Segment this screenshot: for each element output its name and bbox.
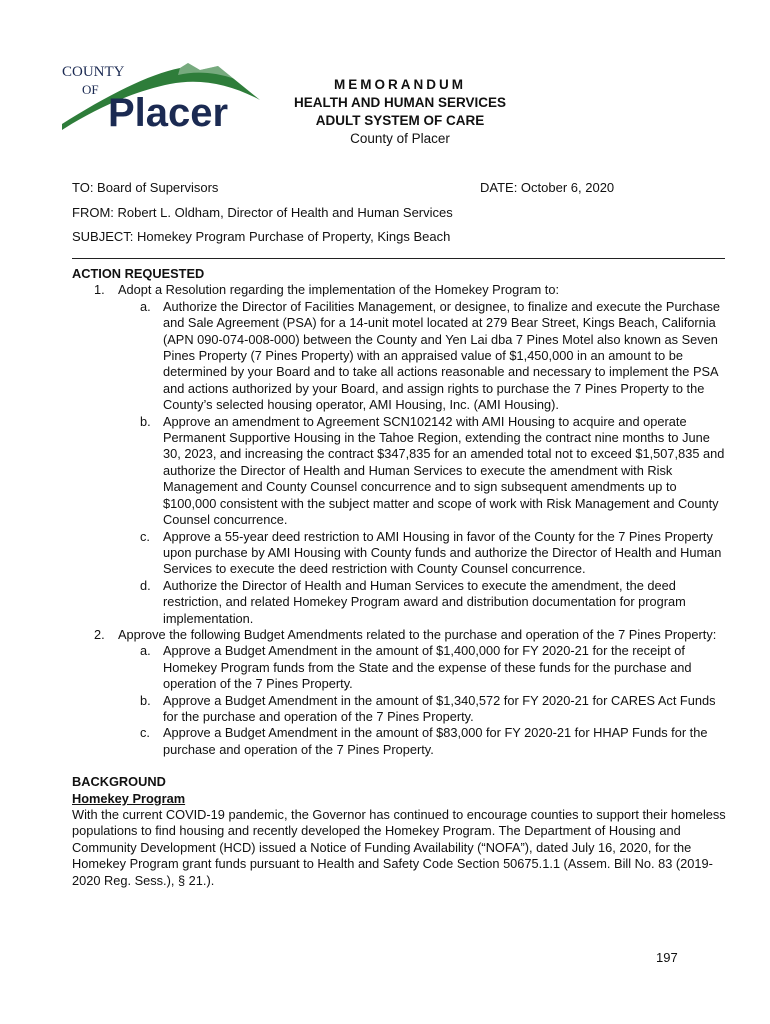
subitem-letter: d. xyxy=(140,577,151,593)
date-line: DATE: October 6, 2020 xyxy=(480,180,615,195)
memo-heading xyxy=(270,76,530,148)
homekey-subheading: Homekey Program xyxy=(72,790,186,806)
background-paragraph: With the current COVID-19 pandemic, the Governor has continued to encourage counties to support their homeless populations to find housing and recently developed the Homekey Program. The Department of Housing and Community Development (HCD) issued a Notice of Funding Availability (“NOFA”), dated July 16, 2020, for the Homekey Program grant funds pursuant to Health and Safety Code Section 50675.1.1 (Assem. Bill No. 83 (2019-2020 Reg. Sess.), § 21.). xyxy=(72,807,726,888)
action-subitem xyxy=(72,578,727,627)
subitem-letter: b. xyxy=(140,413,151,429)
action-subitem xyxy=(72,693,727,726)
subitem-text: Authorize the Director of Health and Human Services to execute the amendment, the deed restriction, and related Homekey Program award and distribution documentation for program implementation. xyxy=(163,577,686,626)
county-of-placer-logo xyxy=(60,60,265,140)
subitem-text: Approve a Budget Amendment in the amount of $1,400,000 for FY 2020-21 for the receipt of Homekey Program funds from the State and the expense of these funds for the purchase and operation of the 7 Pines Property. xyxy=(163,643,692,692)
action-item xyxy=(72,627,727,643)
subitem-letter: c. xyxy=(140,725,150,741)
subitem-text: Approve an amendment to Agreement SCN102142 with AMI Housing to acquire and operate Permanent Supportive Housing in the Tahoe Region, extending the contract nine months to June 30, 2023, and increasing the contract $347,835 for an amended total not to exceed $1,507,835 and authorize the Director of Health and Human Services to execute the amendment with Risk Management and County Counsel concurrence and to sign subsequent amendments up to $100,000 consistent with the subject matter and scope of work with Risk Management and County Counsel concurrence. xyxy=(163,413,725,528)
divider xyxy=(72,258,725,259)
from-line: FROM: Robert L. Oldham, Director of Health and Human Services xyxy=(72,205,453,220)
memo-title: MEMORANDUM xyxy=(334,77,466,92)
item-number: 1. xyxy=(94,282,105,298)
memo-department: HEALTH AND HUMAN SERVICES xyxy=(293,95,506,110)
subitem-letter: c. xyxy=(140,528,150,544)
subitem-letter: a. xyxy=(140,298,151,314)
action-subitem xyxy=(72,299,727,414)
subitem-text: Authorize the Director of Facilities Management, or designee, to finalize and execute the Purchase and Sale Agreement (PSA) for a 14-unit motel located at 279 Bear Street, Kings Beach, California (APN 090-074-008-000) between the County and Yen Lai dba 7 Pines Motel also known as Seven Pines Property (7 Pines Property) with an appraised value of $1,450,000 in an amount to be determined by your Board and to take all actions reasonable and necessary to implement the PSA and actions authorized by your Board, and assign rights to purchase the 7 Pines Property to the County’s selected housing operator, AMI Housing, Inc. (AMI Housing). xyxy=(163,298,720,413)
to-line: TO: Board of Supervisors xyxy=(72,180,219,195)
item-text: Approve the following Budget Amendments related to the purchase and operation of the 7 Pines Property: xyxy=(118,626,717,642)
background-heading: BACKGROUND xyxy=(72,774,166,790)
subject-line: SUBJECT: Homekey Program Purchase of Property, Kings Beach xyxy=(72,229,451,244)
subitem-text: Approve a 55-year deed restriction to AMI Housing in favor of the County for the 7 Pines Property upon purchase by AMI Housing with County funds and authorize the Director of Health and Human Services to execute the deed restriction with County Counsel concurrence. xyxy=(163,528,722,577)
action-subitem xyxy=(72,414,727,529)
subitem-text: Approve a Budget Amendment in the amount of $83,000 for FY 2020-21 for HHAP Funds for the purchase and operation of the 7 Pines Property. xyxy=(163,725,708,757)
logo-of-text: OF xyxy=(82,82,99,97)
action-subitem xyxy=(72,725,727,758)
page-number: 197 xyxy=(656,950,678,965)
subitem-text: Approve a Budget Amendment in the amount of $1,340,572 for FY 2020-21 for CARES Act Funds for the purchase and operation of the 7 Pines Property. xyxy=(163,692,716,724)
memo-county: County of Placer xyxy=(350,131,450,146)
memo-body xyxy=(72,266,727,889)
action-heading: ACTION REQUESTED xyxy=(72,266,205,281)
action-subitem xyxy=(72,643,727,692)
action-subitem xyxy=(72,529,727,578)
item-number: 2. xyxy=(94,626,105,642)
logo-county-text: COUNTY xyxy=(62,64,125,80)
action-item xyxy=(72,282,727,298)
memo-system: ADULT SYSTEM OF CARE xyxy=(315,113,485,128)
subitem-letter: a. xyxy=(140,643,151,659)
item-text: Adopt a Resolution regarding the implementation of the Homekey Program to: xyxy=(118,282,560,298)
subitem-letter: b. xyxy=(140,692,151,708)
logo-placer-text: Placer xyxy=(108,91,229,135)
